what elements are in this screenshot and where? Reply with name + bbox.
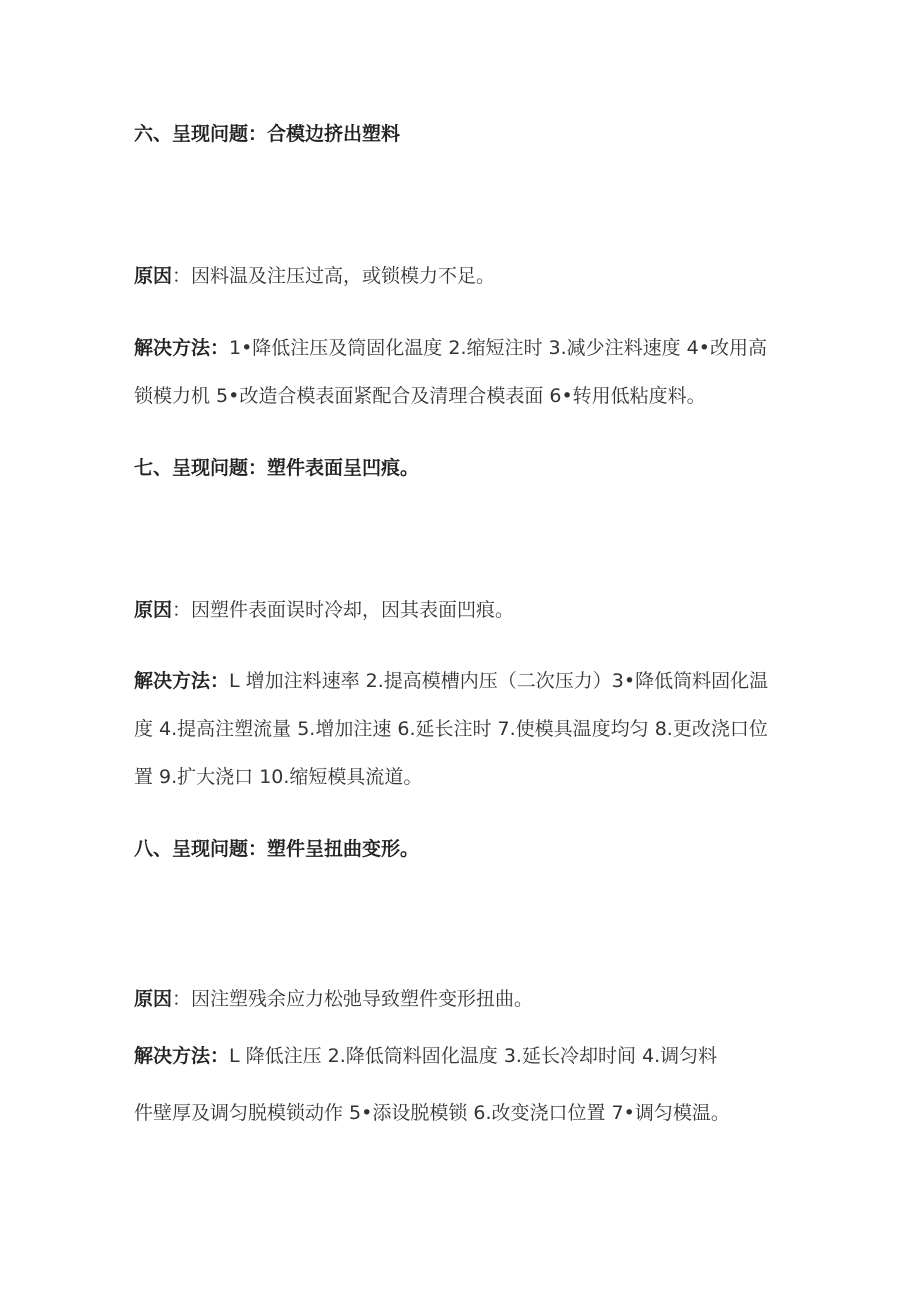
solution-text: L 降低注压 2.降低筒料固化温度 3.延长冷却时间 4.调匀料 (229, 1045, 718, 1067)
section-6-solution-line-2: 锁模力机 5•改造合模表面紧配合及清理合模表面 6•转用低粘度料。 (134, 385, 706, 407)
solution-label: 解决方法： (134, 337, 230, 359)
section-6-heading: 六、呈现问题：合模边挤出塑料 (134, 123, 401, 145)
cause-text: ：因注塑残余应力松弛导致塑件变形扭曲。 (172, 988, 534, 1010)
cause-label: 原因 (134, 988, 173, 1010)
section-7-solution-line-3: 置 9.扩大浇口 10.缩短模具流道。 (134, 766, 423, 788)
cause-text: ：因塑件表面误时冷却，因其表面凹痕。 (172, 599, 515, 621)
cause-label: 原因 (134, 265, 173, 287)
section-8-solution-line-2: 件壁厚及调匀脱模锁动作 5•添设脱模锁 6.改变浇口位置 7•调匀模温。 (134, 1102, 730, 1124)
section-8-cause (134, 986, 804, 1012)
solution-text: 1•降低注压及筒固化温度 2.缩短注时 3.减少注料速度 4•改用高 (229, 337, 767, 359)
solution-text: L 增加注料速率 2.提高模槽内压（二次压力）3•降低筒料固化温 (229, 670, 769, 692)
solution-label: 解决方法： (134, 670, 230, 692)
section-7-solution-line-2: 度 4.提高注塑流量 5.增加注速 6.延长注时 7.使模具温度均匀 8.更改浇口位 (134, 718, 768, 740)
solution-label: 解决方法： (134, 1045, 230, 1067)
section-6-cause (134, 263, 804, 289)
section-7-heading: 七、呈现问题：塑件表面呈凹痕。 (134, 457, 420, 479)
section-7-solution-line-1 (134, 668, 804, 694)
section-8-solution-line-1 (134, 1043, 804, 1069)
cause-text: ：因料温及注压过高，或锁模力不足。 (172, 265, 496, 287)
section-7-cause (134, 597, 804, 623)
section-8-heading: 八、呈现问题：塑件呈扭曲变形。 (134, 838, 420, 860)
cause-label: 原因 (134, 599, 173, 621)
section-6-solution-line-1 (134, 335, 804, 361)
